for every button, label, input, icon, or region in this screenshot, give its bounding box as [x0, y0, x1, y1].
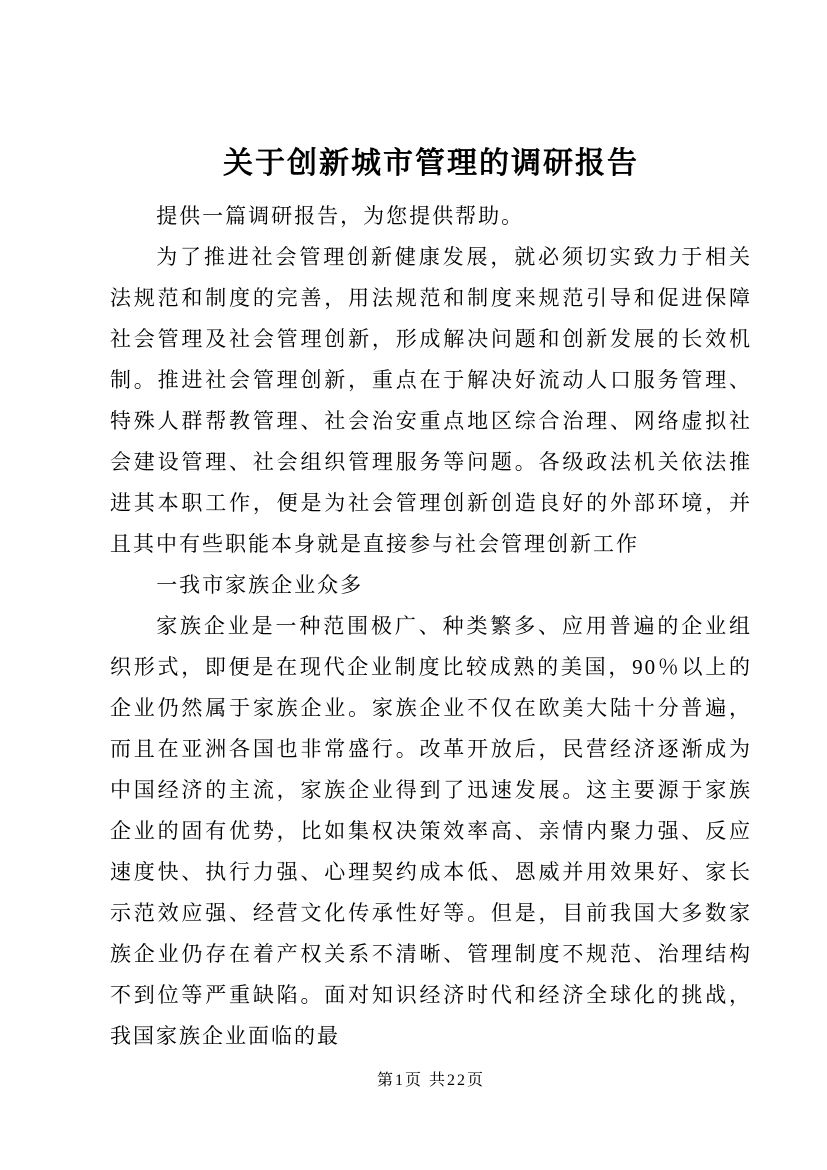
paragraph-intro: 提供一篇调研报告，为您提供帮助。	[156, 204, 525, 228]
page-number-footer: 第1页 共22页	[376, 1072, 485, 1089]
paragraph-section-heading: 一我市家族企业众多	[156, 573, 364, 597]
document-body	[110, 196, 752, 1057]
paragraph-social-management: 为了推进社会管理创新健康发展，就必须切实致力于相关法规范和制度的完善，用法规范和制度来规范引导和促进保障社会管理及社会管理创新，形成解决问题和创新发展的长效机制。推进社会管理创新，重点在于解决好流动人口服务管理、特殊人群帮教管理、社会治安重点地区综合治理、网络虚拟社会建设管理、社会组织管理服务等问题。各级政法机关依法推进其本职工作，便是为社会管理创新创造良好的外部环境，并且其中有些职能本身就是直接参与社会管理创新工作	[110, 245, 752, 556]
paragraph-family-business: 家族企业是一种范围极广、种类繁多、应用普遍的企业组织形式，即便是在现代企业制度比较成熟的美国，90％以上的企业仍然属于家族企业。家族企业不仅在欧美大陆十分普遍，而且在亚洲各国也非常盛行。改革开放后，民营经济逐渐成为中国经济的主流，家族企业得到了迅速发展。这主要源于家族企业的固有优势，比如集权决策效率高、亲情内聚力强、反应速度快、执行力强、心理契约成本低、恩威并用效果好、家长示范效应强、经营文化传承性好等。但是，目前我国大多数家族企业仍存在着产权关系不清晰、管理制度不规范、治理结构不到位等严重缺陷。面对知识经济时代和经济全球化的挑战，我国家族企业面临的最	[110, 614, 752, 1048]
document-title: 关于创新城市管理的调研报告	[223, 147, 639, 180]
